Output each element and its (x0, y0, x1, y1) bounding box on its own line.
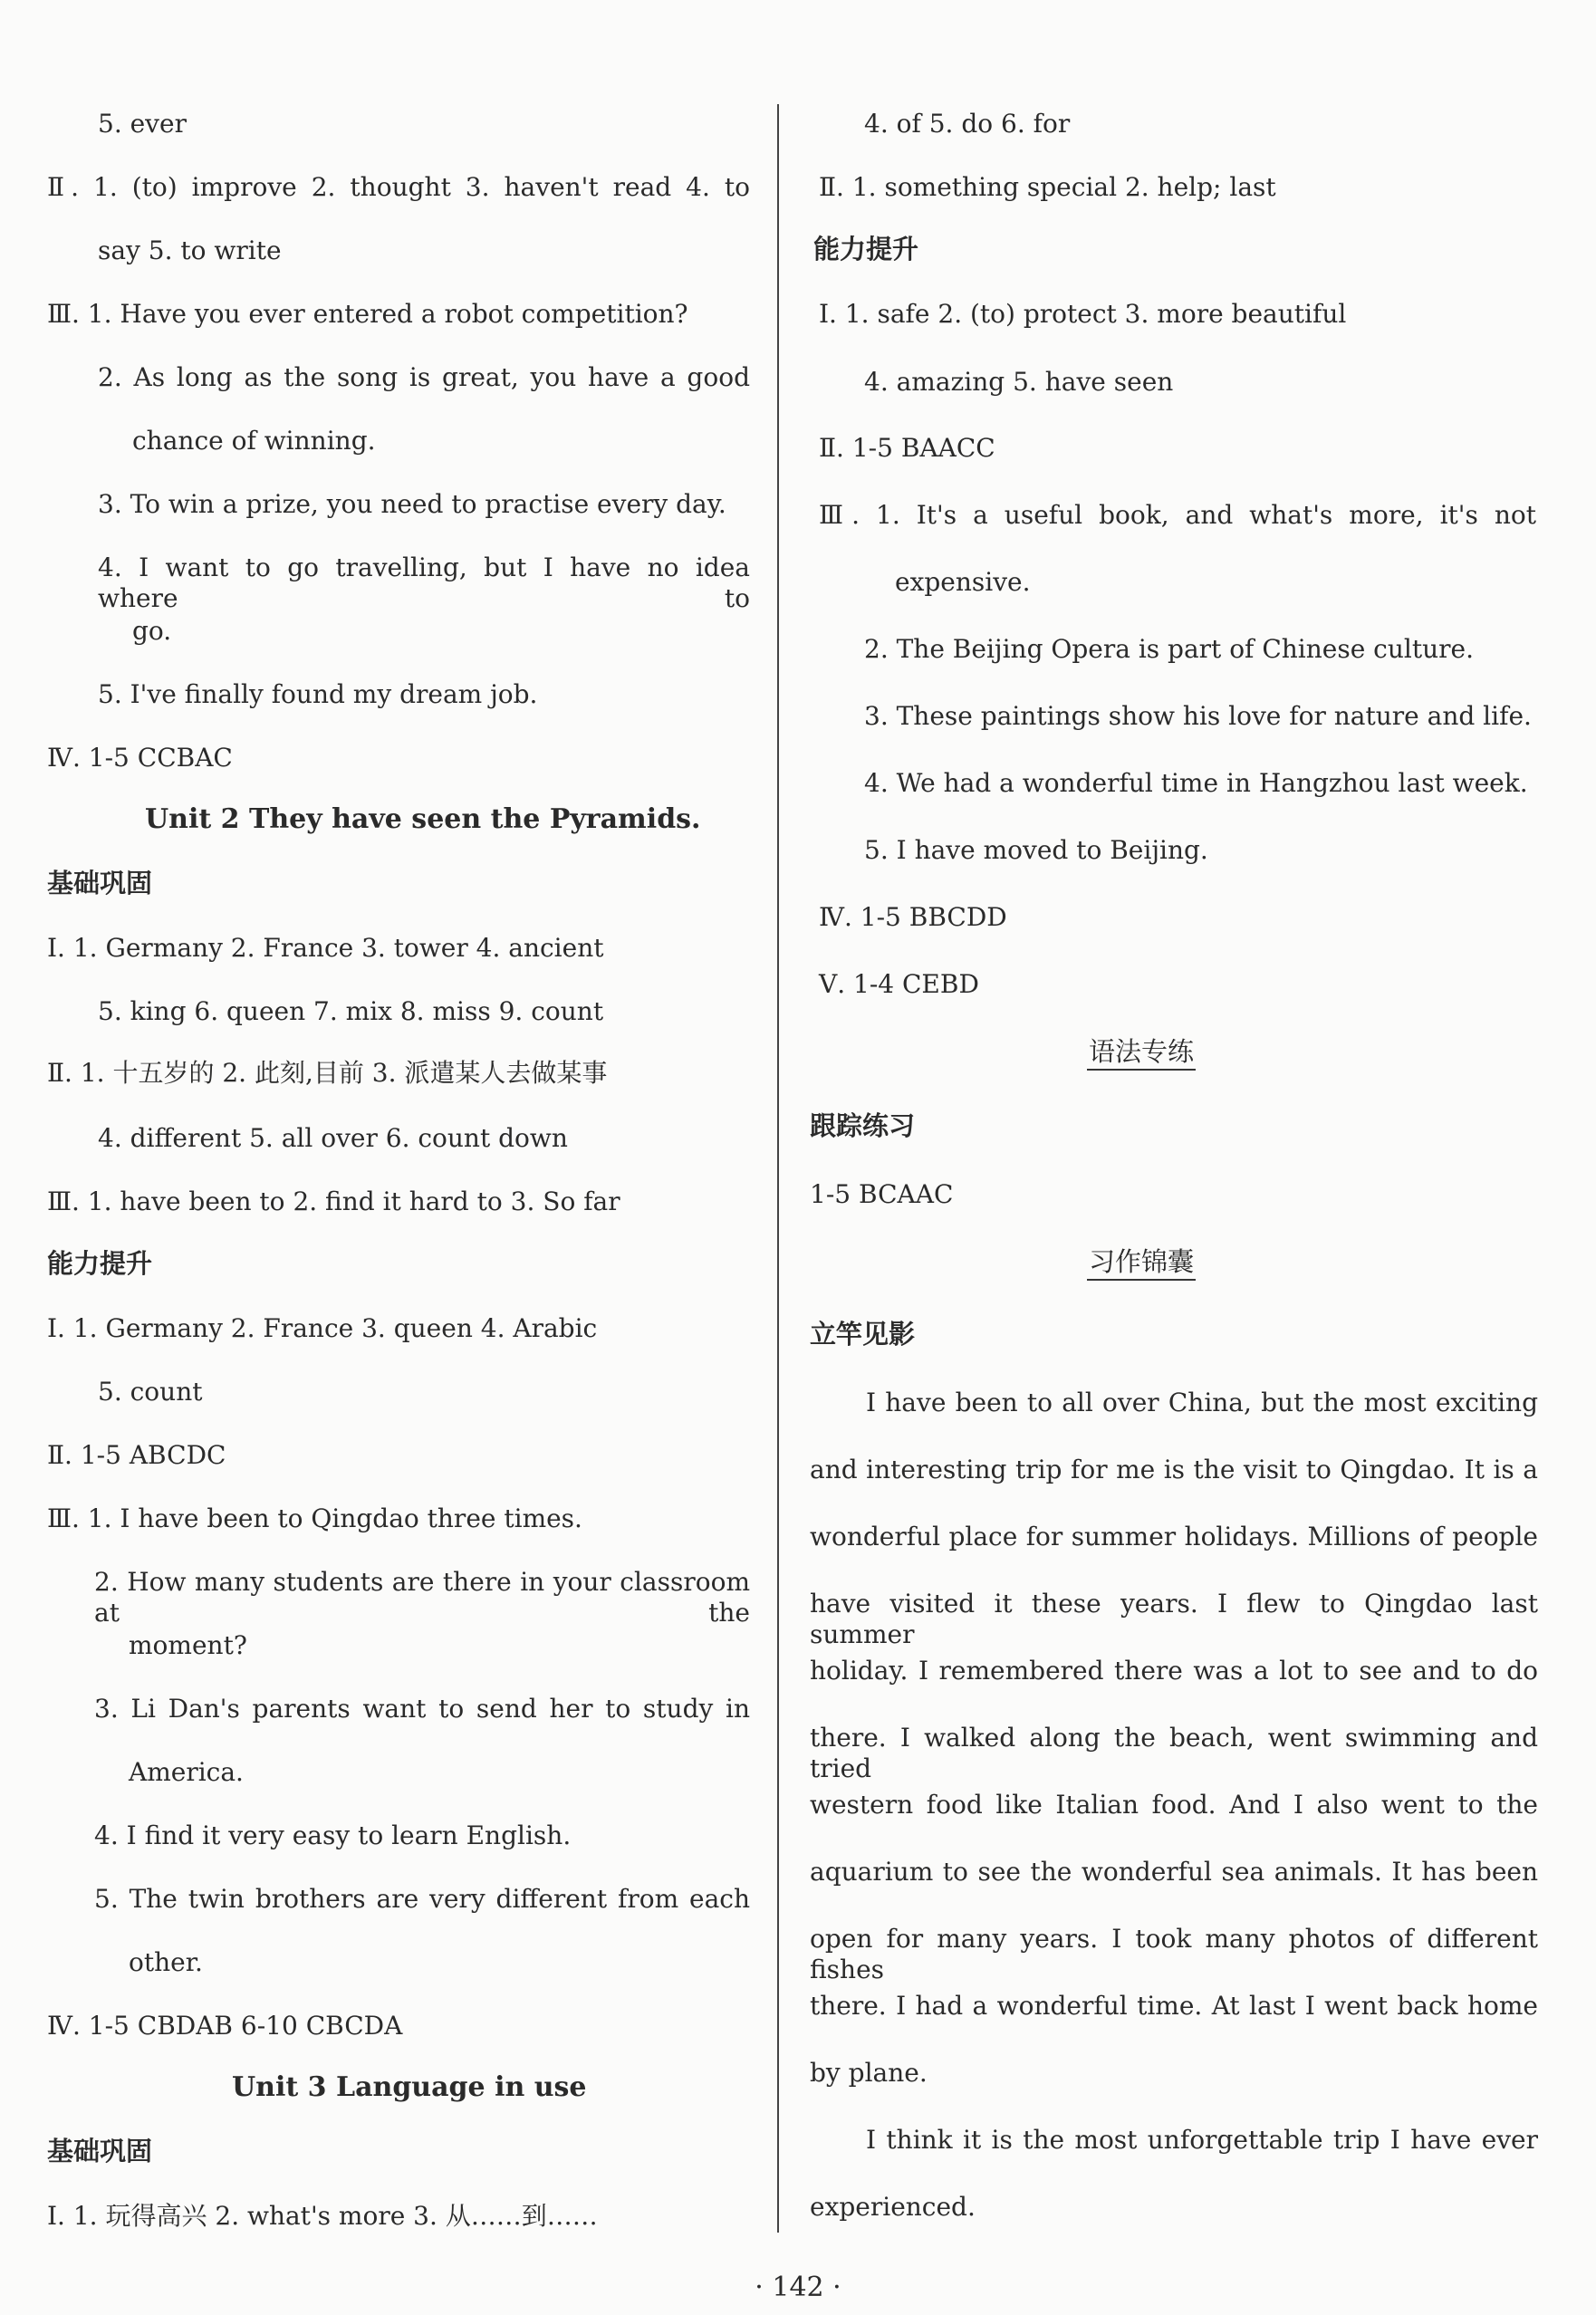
answer-line: 5. king 6. queen 7. mix 8. miss 9. count (98, 996, 604, 1026)
answer-line: Ⅳ. 1-5 CCBAC (47, 743, 233, 773)
answer-line: Ⅰ. 1. 玩得高兴 2. what's more 3. 从……到…… (47, 2201, 598, 2231)
section-box-title: 习作锦囊 (1087, 1246, 1196, 1281)
essay-line: open for many years. I took many photos of different fishes (810, 1924, 1538, 1984)
answer-line: other. (129, 1947, 203, 1977)
answer-line: 4. I want to go travelling, but I have no idea where to (98, 552, 750, 613)
page-number: · 142 · (755, 2272, 841, 2303)
answer-line: 4. We had a wonderful time in Hangzhou last week. (864, 768, 1528, 798)
answer-line: 4. amazing 5. have seen (864, 367, 1174, 397)
answer-line: 2. How many students are there in your classroom at the (94, 1567, 750, 1628)
answer-line: Ⅲ. 1. have been to 2. find it hard to 3. So far (47, 1186, 620, 1216)
answer-line: Ⅳ. 1-5 CBDAB 6-10 CBCDA (47, 2011, 403, 2041)
section-heading: 基础巩固 (47, 868, 153, 898)
answer-line: 4. different 5. all over 6. count down (98, 1123, 568, 1153)
answer-line: Ⅱ. 1-5 BAACC (819, 433, 995, 463)
answer-line: Ⅱ. 1. something special 2. help; last (819, 172, 1276, 202)
answer-line: 5. count (98, 1377, 203, 1407)
answer-line: 4. of 5. do 6. for (864, 109, 1071, 139)
section-heading: 基础巩固 (47, 2136, 153, 2166)
answer-line: Ⅲ. 1. I have been to Qingdao three times. (47, 1503, 582, 1533)
essay-line: there. I had a wonderful time. At last I went back home (810, 1991, 1538, 2021)
essay-line: aquarium to see the wonderful sea animals. It has been (810, 1857, 1538, 1887)
answer-line: 5. The twin brothers are very different from each (94, 1884, 750, 1914)
section-box-title: 语法专练 (1087, 1036, 1196, 1071)
essay-line: holiday. I remembered there was a lot to see and to do (810, 1656, 1538, 1686)
answer-line: Ⅴ. 1-4 CEBD (819, 969, 979, 999)
section-heading: 立竿见影 (810, 1319, 916, 1350)
answer-line: say 5. to write (98, 235, 282, 265)
unit-title: Unit 2 They have seen the Pyramids. (145, 803, 701, 835)
answer-line: 2. As long as the song is great, you have a good (98, 362, 750, 392)
essay-line: and interesting trip for me is the visit to Qingdao. It is a (810, 1455, 1538, 1484)
answer-line: Ⅰ. 1. safe 2. (to) protect 3. more beautiful (819, 299, 1347, 329)
essay-line: I have been to all over China, but the most exciting (866, 1388, 1538, 1417)
essay-line: wonderful place for summer holidays. Millions of people (810, 1522, 1538, 1551)
answer-line: expensive. (895, 567, 1031, 597)
answer-line: 5. I've finally found my dream job. (98, 679, 538, 709)
answer-line: Ⅰ. 1. Germany 2. France 3. queen 4. Arabic (47, 1313, 598, 1343)
answer-line: 3. Li Dan's parents want to send her to study in (94, 1694, 750, 1724)
essay-line: I think it is the most unforgettable trip I have ever (866, 2125, 1538, 2155)
essay-line: have visited it these years. I flew to Qingdao last summer (810, 1589, 1538, 1649)
column-divider (777, 104, 779, 2233)
answer-line: 2. The Beijing Opera is part of Chinese culture. (864, 634, 1474, 664)
unit-title: Unit 3 Language in use (232, 2071, 587, 2103)
essay-line: western food like Italian food. And I also went to the (810, 1790, 1538, 1820)
answer-line: moment? (129, 1630, 247, 1660)
answer-line: Ⅱ. 1. (to) improve 2. thought 3. haven't read 4. to (47, 172, 750, 202)
answer-line: 1-5 BCAAC (810, 1179, 954, 1209)
essay-line: there. I walked along the beach, went swimming and tried (810, 1723, 1538, 1783)
section-heading: 能力提升 (813, 234, 919, 264)
essay-line: by plane. (810, 2058, 928, 2088)
answer-line: 4. I find it very easy to learn English. (94, 1820, 572, 1850)
answer-line: Ⅱ. 1-5 ABCDC (47, 1440, 226, 1470)
answer-line: 5. I have moved to Beijing. (864, 835, 1208, 865)
answer-line: 3. These paintings show his love for nature and life. (864, 701, 1532, 731)
section-heading: 跟踪练习 (810, 1110, 916, 1141)
essay-line: experienced. (810, 2192, 976, 2222)
answer-line: Ⅱ. 1. 十五岁的 2. 此刻,目前 3. 派遣某人去做某事 (47, 1058, 608, 1088)
answer-line: Ⅲ. 1. It's a useful book, and what's more, it's not (819, 500, 1536, 530)
answer-line: America. (129, 1757, 244, 1787)
answer-line: chance of winning. (132, 426, 376, 456)
answer-line: 5. ever (98, 109, 187, 139)
answer-line: Ⅳ. 1-5 BBCDD (819, 902, 1007, 932)
answer-line: 3. To win a prize, you need to practise every day. (98, 489, 726, 519)
answer-line: Ⅰ. 1. Germany 2. France 3. tower 4. ancient (47, 933, 604, 963)
answer-line: go. (132, 616, 172, 646)
section-heading: 能力提升 (47, 1248, 153, 1279)
answer-line: Ⅲ. 1. Have you ever entered a robot competition? (47, 299, 688, 329)
